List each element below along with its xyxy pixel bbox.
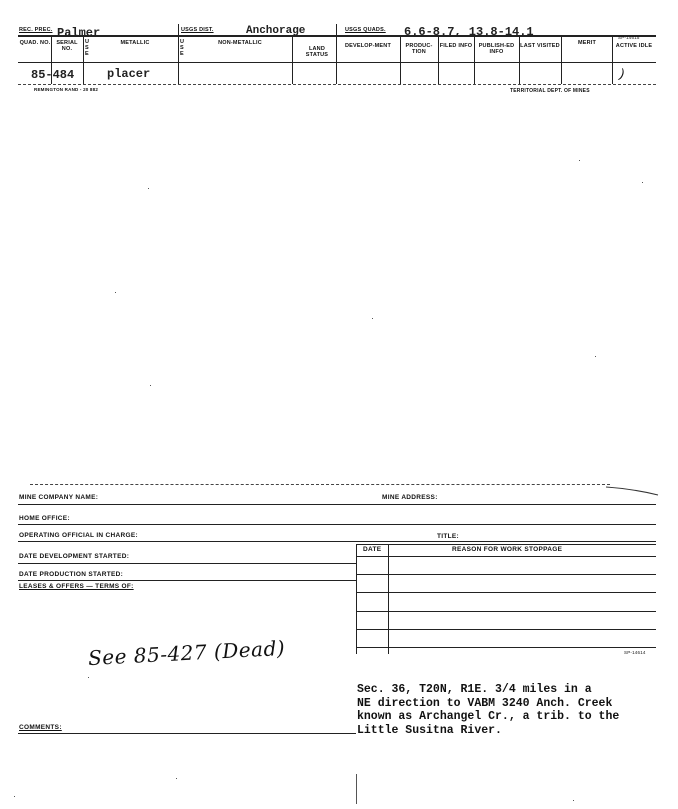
col-development: DEVELOP-MENT [344,43,392,49]
rule [356,556,656,557]
location-note-line: Sec. 36, T20N, R1E. 3/4 miles in a [357,683,592,696]
comments-label: COMMENTS: [19,724,62,731]
table-left-border [356,544,357,654]
scan-speck [148,188,149,189]
scan-speck [14,796,15,797]
handwritten-note: See 85-427 (Dead) [87,635,286,671]
usgs-dist-label: USGS DIST. [181,27,214,33]
rule [356,629,656,630]
form-number-top: SP-14615 [618,35,640,40]
form-number-bottom: SP-14614 [624,650,646,655]
rule [356,592,656,593]
active-idle-mark: ) [617,65,627,82]
scan-speck [642,182,643,183]
title-label: TITLE: [437,533,460,540]
rule [18,524,656,525]
scan-speck [150,385,151,386]
rule [18,504,656,505]
mine-address-label: MINE ADDRESS: [382,494,438,501]
col-serial-no: SERIAL NO. [56,40,78,52]
leases-offers-label: LEASES & OFFERS — TERMS OF: [19,583,134,590]
col-land-status: LAND STATUS [305,46,329,58]
location-note-line: known as Archangel Cr., a trib. to the [357,710,620,723]
rule [18,541,656,542]
location-note-line: Little Susitna River. [357,723,502,737]
edge-curve [604,483,660,497]
divider [83,36,84,84]
rec-prec-value: Palmer [57,26,101,40]
col-quad-no: QUAD. NO. [19,40,51,46]
scan-speck [88,677,89,678]
rule [356,544,656,545]
col-metallic: METALLIC [120,40,150,46]
edge-mark [356,774,357,804]
scan-speck [176,778,177,779]
rule [356,574,656,575]
operating-official-label: OPERATING OFFICIAL IN CHARGE: [19,532,138,539]
scan-speck [372,318,373,319]
col-active-idle: ACTIVE IDLE [615,43,653,49]
divider [178,24,179,36]
divider [336,24,337,36]
scan-speck [579,160,580,161]
date-development-label: DATE DEVELOPMENT STARTED: [19,553,130,560]
location-notes [357,683,619,737]
rule [18,580,356,581]
metallic-value: placer [107,67,151,81]
divider [178,36,179,84]
usgs-quads-value: 6.6-8.7, 13.8-14.1 [404,25,534,39]
quad-serial-value: 85-484 [31,68,75,82]
usgs-dist-value: Anchorage [246,25,306,37]
rule [356,611,656,612]
usgs-quads-label: USGS QUADS. [345,27,386,33]
stoppage-reason-header: REASON FOR WORK STOPPAGE [452,546,563,553]
col-published-info: PUBLISH-ED INFO [478,43,515,55]
scan-speck [573,800,574,801]
header-rule-row [18,84,656,85]
scan-speck [595,356,596,357]
col-merit: MERIT [577,40,597,46]
table-date-divider [388,544,389,654]
col-use-1: U S E [85,39,90,57]
rec-prec-label: REC. PREC. [19,27,53,33]
back-edge-dash [30,484,610,485]
col-production: PRODUC-TION [405,43,433,55]
divider [292,36,293,84]
mine-company-name-label: MINE COMPANY NAME: [19,494,99,501]
territorial-dept: TERRITORIAL DEPT. OF MINES [510,88,590,94]
col-non-metallic: NON-METALLIC [218,40,262,46]
printer-imprint: REMINGTON RAND - 20 882 [34,87,99,92]
col-last-visited: LAST VISITED [520,43,560,49]
scan-speck [115,292,116,293]
stoppage-date-header: DATE [363,546,382,553]
date-production-label: DATE PRODUCTION STARTED: [19,571,124,578]
home-office-label: HOME OFFICE: [19,515,70,522]
col-use-2: U S E [180,39,185,57]
location-note-line: NE direction to VABM 3240 Anch. Creek [357,696,613,710]
col-filed-info: FILED INFO [439,43,473,49]
rule [18,563,356,564]
rule [356,647,656,648]
rule [18,733,356,734]
